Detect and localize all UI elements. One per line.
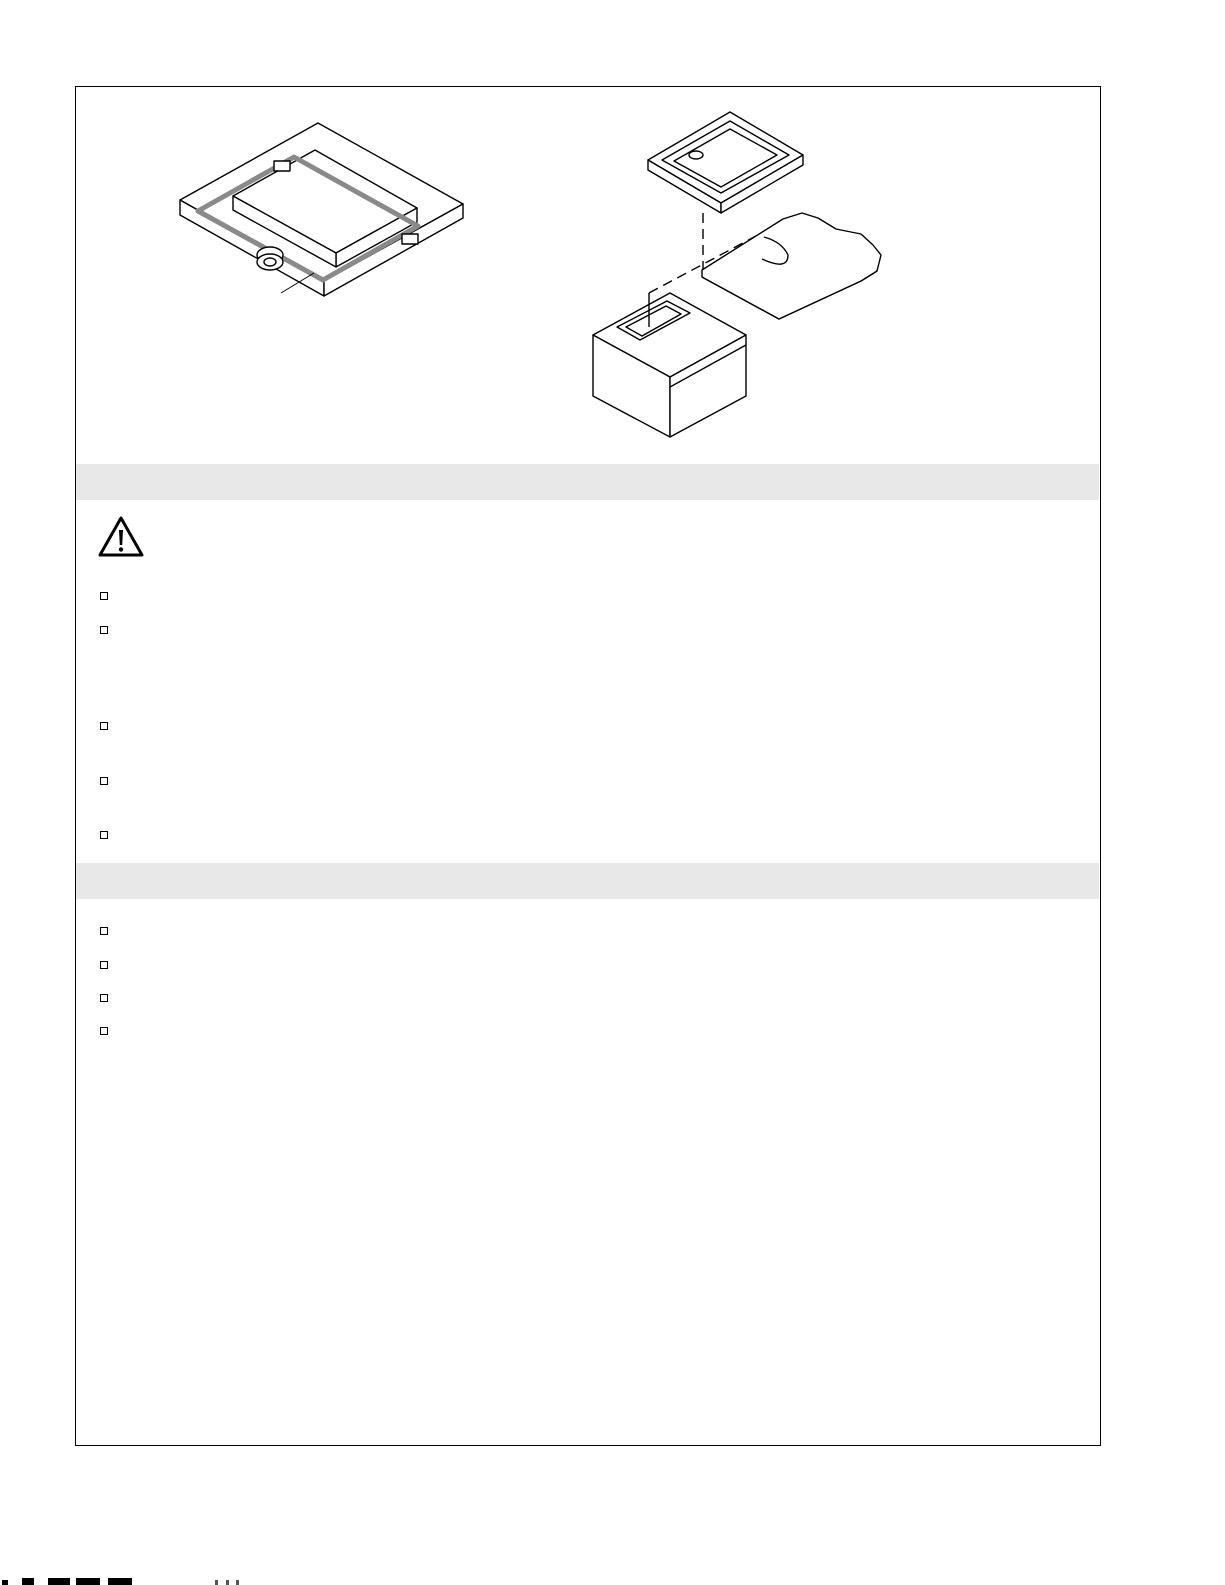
footer-barcode-fragment [0, 1558, 260, 1585]
checkbox-bullet [100, 994, 108, 1002]
checkbox-bullet [100, 927, 108, 935]
checkbox-bullet [100, 961, 108, 969]
checkbox-bullet [100, 626, 108, 634]
section-header-cautions [76, 464, 1099, 500]
warning-triangle-icon [96, 515, 146, 559]
checkbox-bullet [100, 1027, 108, 1035]
cabinet-exploded-illustration [593, 112, 881, 437]
section-header-before-you-begin [76, 863, 1099, 899]
checkbox-bullet [100, 831, 108, 839]
checkbox-bullet [100, 722, 108, 730]
checkbox-bullet [100, 592, 108, 600]
page-frame [75, 86, 1101, 1446]
illustrations [76, 87, 1099, 463]
base-drain-illustration [180, 123, 463, 296]
checkbox-bullet [100, 777, 108, 785]
